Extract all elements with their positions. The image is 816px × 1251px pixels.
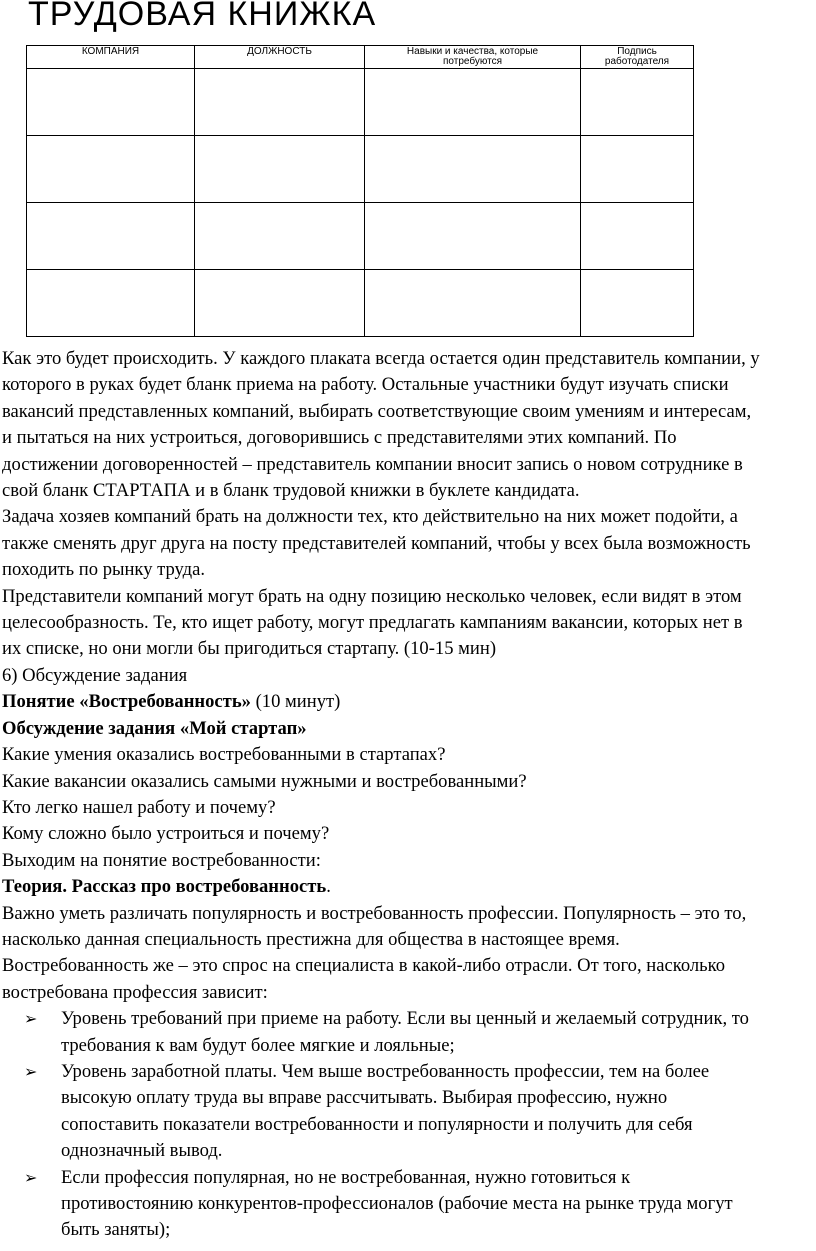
table-cell	[27, 69, 195, 136]
employment-record-table	[26, 45, 694, 337]
theory-line: насколько данная специальность престижна для общества в настоящее время.	[2, 928, 620, 950]
body-line: и пытаться на них устроиться, договорившись с представителями этих компаний. По	[2, 427, 677, 449]
column-header-position: ДОЛЖНОСТЬ	[195, 46, 365, 69]
theory-line: Востребованность же – это спрос на специалиста в какой-либо отрасли. От того, насколько	[2, 955, 726, 977]
table-header-row	[27, 46, 694, 69]
page-title: ТРУДОВАЯ КНИЖКА	[28, 0, 377, 33]
body-line: их списке, но они могли бы пригодиться стартапу. (10-15 мин)	[2, 638, 497, 660]
body-line: вакансий представленных компаний, выбирать соответствующие своим умениям и интересам,	[2, 400, 752, 422]
table-cell	[581, 136, 694, 203]
column-header-company: КОМПАНИЯ	[27, 46, 195, 69]
bullet-list	[2, 1006, 816, 1244]
table-cell	[27, 203, 195, 270]
table-cell	[195, 270, 365, 337]
table-cell	[195, 69, 365, 136]
question-line: Кто легко нашел работу и почему?	[2, 796, 276, 818]
table-cell	[27, 136, 195, 203]
body-line: целесообразность. Те, кто ищет работу, могут предлагать кампаниям вакансии, которых нет в	[2, 612, 743, 634]
body-line: также сменять друг друга на посту представителей компаний, чтобы у всех была возможность	[2, 532, 751, 554]
list-item-line: требования к вам будут более мягкие и лояльные;	[61, 1034, 455, 1056]
body-line: Задача хозяев компаний брать на должности тех, кто действительно на них может подойти, а	[2, 506, 738, 528]
theory-line: востребована профессия зависит:	[2, 981, 268, 1003]
table-cell	[195, 203, 365, 270]
concept-heading	[2, 689, 816, 715]
column-header-signature-text: Подпись работодателя	[604, 46, 670, 67]
theory-heading-bold: Теория. Рассказ про востребованность	[2, 876, 327, 898]
theory-heading	[2, 874, 816, 900]
list-item-line: однозначный вывод.	[61, 1140, 223, 1162]
list-item	[2, 1059, 816, 1165]
body-line: свой бланк СТАРТАПА и в бланк трудовой книжки в буклете кандидата.	[2, 480, 580, 502]
list-item	[2, 1165, 816, 1244]
table-cell	[581, 69, 694, 136]
concept-heading-bold: Понятие «Востребованность»	[2, 691, 251, 713]
arrow-bullet-icon: ➢	[24, 1167, 38, 1187]
theory-heading-period: .	[326, 876, 331, 898]
body-line: Как это будет происходить. У каждого плаката всегда остается один представитель компании, у	[2, 348, 760, 369]
table-cell	[581, 203, 694, 270]
list-item	[2, 1006, 816, 1059]
question-line: Выходим на понятие востребованности:	[2, 849, 321, 871]
list-item-line: противостоянию конкурентов-профессионалов (рабочие места на рынке труда могут	[61, 1193, 733, 1214]
question-line: Кому сложно было устроиться и почему?	[2, 823, 330, 845]
arrow-bullet-icon: ➢	[24, 1009, 38, 1029]
body-line: походить по рынку труда.	[2, 559, 206, 581]
column-header-skills	[365, 46, 581, 69]
body-line: 6) Обсуждение задания	[2, 664, 188, 686]
table-row	[27, 203, 694, 270]
table-cell	[27, 270, 195, 337]
table-cell	[195, 136, 365, 203]
table-cell	[581, 270, 694, 337]
list-item-line: Уровень требований при приеме на работу. Если вы ценный и желаемый сотрудник, то	[61, 1008, 749, 1030]
discussion-heading: Обсуждение задания «Мой стартап»	[2, 717, 307, 739]
concept-heading-duration: (10 минут)	[250, 691, 341, 713]
table-row	[27, 69, 694, 136]
table-cell	[365, 136, 581, 203]
arrow-bullet-icon: ➢	[24, 1061, 38, 1081]
question-line: Какие умения оказались востребованными в стартапах?	[2, 744, 446, 766]
list-item-line: сопоставить показатели востребованности и популярности и получить для себя	[61, 1113, 693, 1135]
table-cell	[365, 69, 581, 136]
list-item-line: Если профессия популярная, но не востребованная, нужно готовиться к	[61, 1166, 631, 1188]
document-body	[2, 346, 816, 1244]
body-line: которого в руках будет бланк приема на работу. Остальные участники будут изучать списки	[2, 374, 729, 396]
list-item-line: Уровень заработной платы. Чем выше востребованность профессии, тем на более	[61, 1060, 710, 1082]
table-row	[27, 270, 694, 337]
body-line: Представители компаний могут брать на одну позицию несколько человек, если видят в этом	[2, 585, 742, 607]
column-header-skills-text: Навыки и качества, которые потребуются	[406, 46, 539, 67]
body-line: достижении договоренностей – представитель компании вносит запись о новом сотруднике в	[2, 453, 743, 475]
question-line: Какие вакансии оказались самыми нужными и востребованными?	[2, 770, 527, 792]
table-row	[27, 136, 694, 203]
theory-line: Важно уметь различать популярность и востребованность профессии. Популярность – это то,	[2, 902, 747, 924]
table-cell	[365, 270, 581, 337]
list-item-line: быть заняты);	[61, 1219, 171, 1241]
list-item-line: высокую оплату труда вы вправе рассчитывать. Выбирая профессию, нужно	[61, 1087, 668, 1109]
column-header-signature	[581, 46, 694, 69]
table-cell	[365, 203, 581, 270]
